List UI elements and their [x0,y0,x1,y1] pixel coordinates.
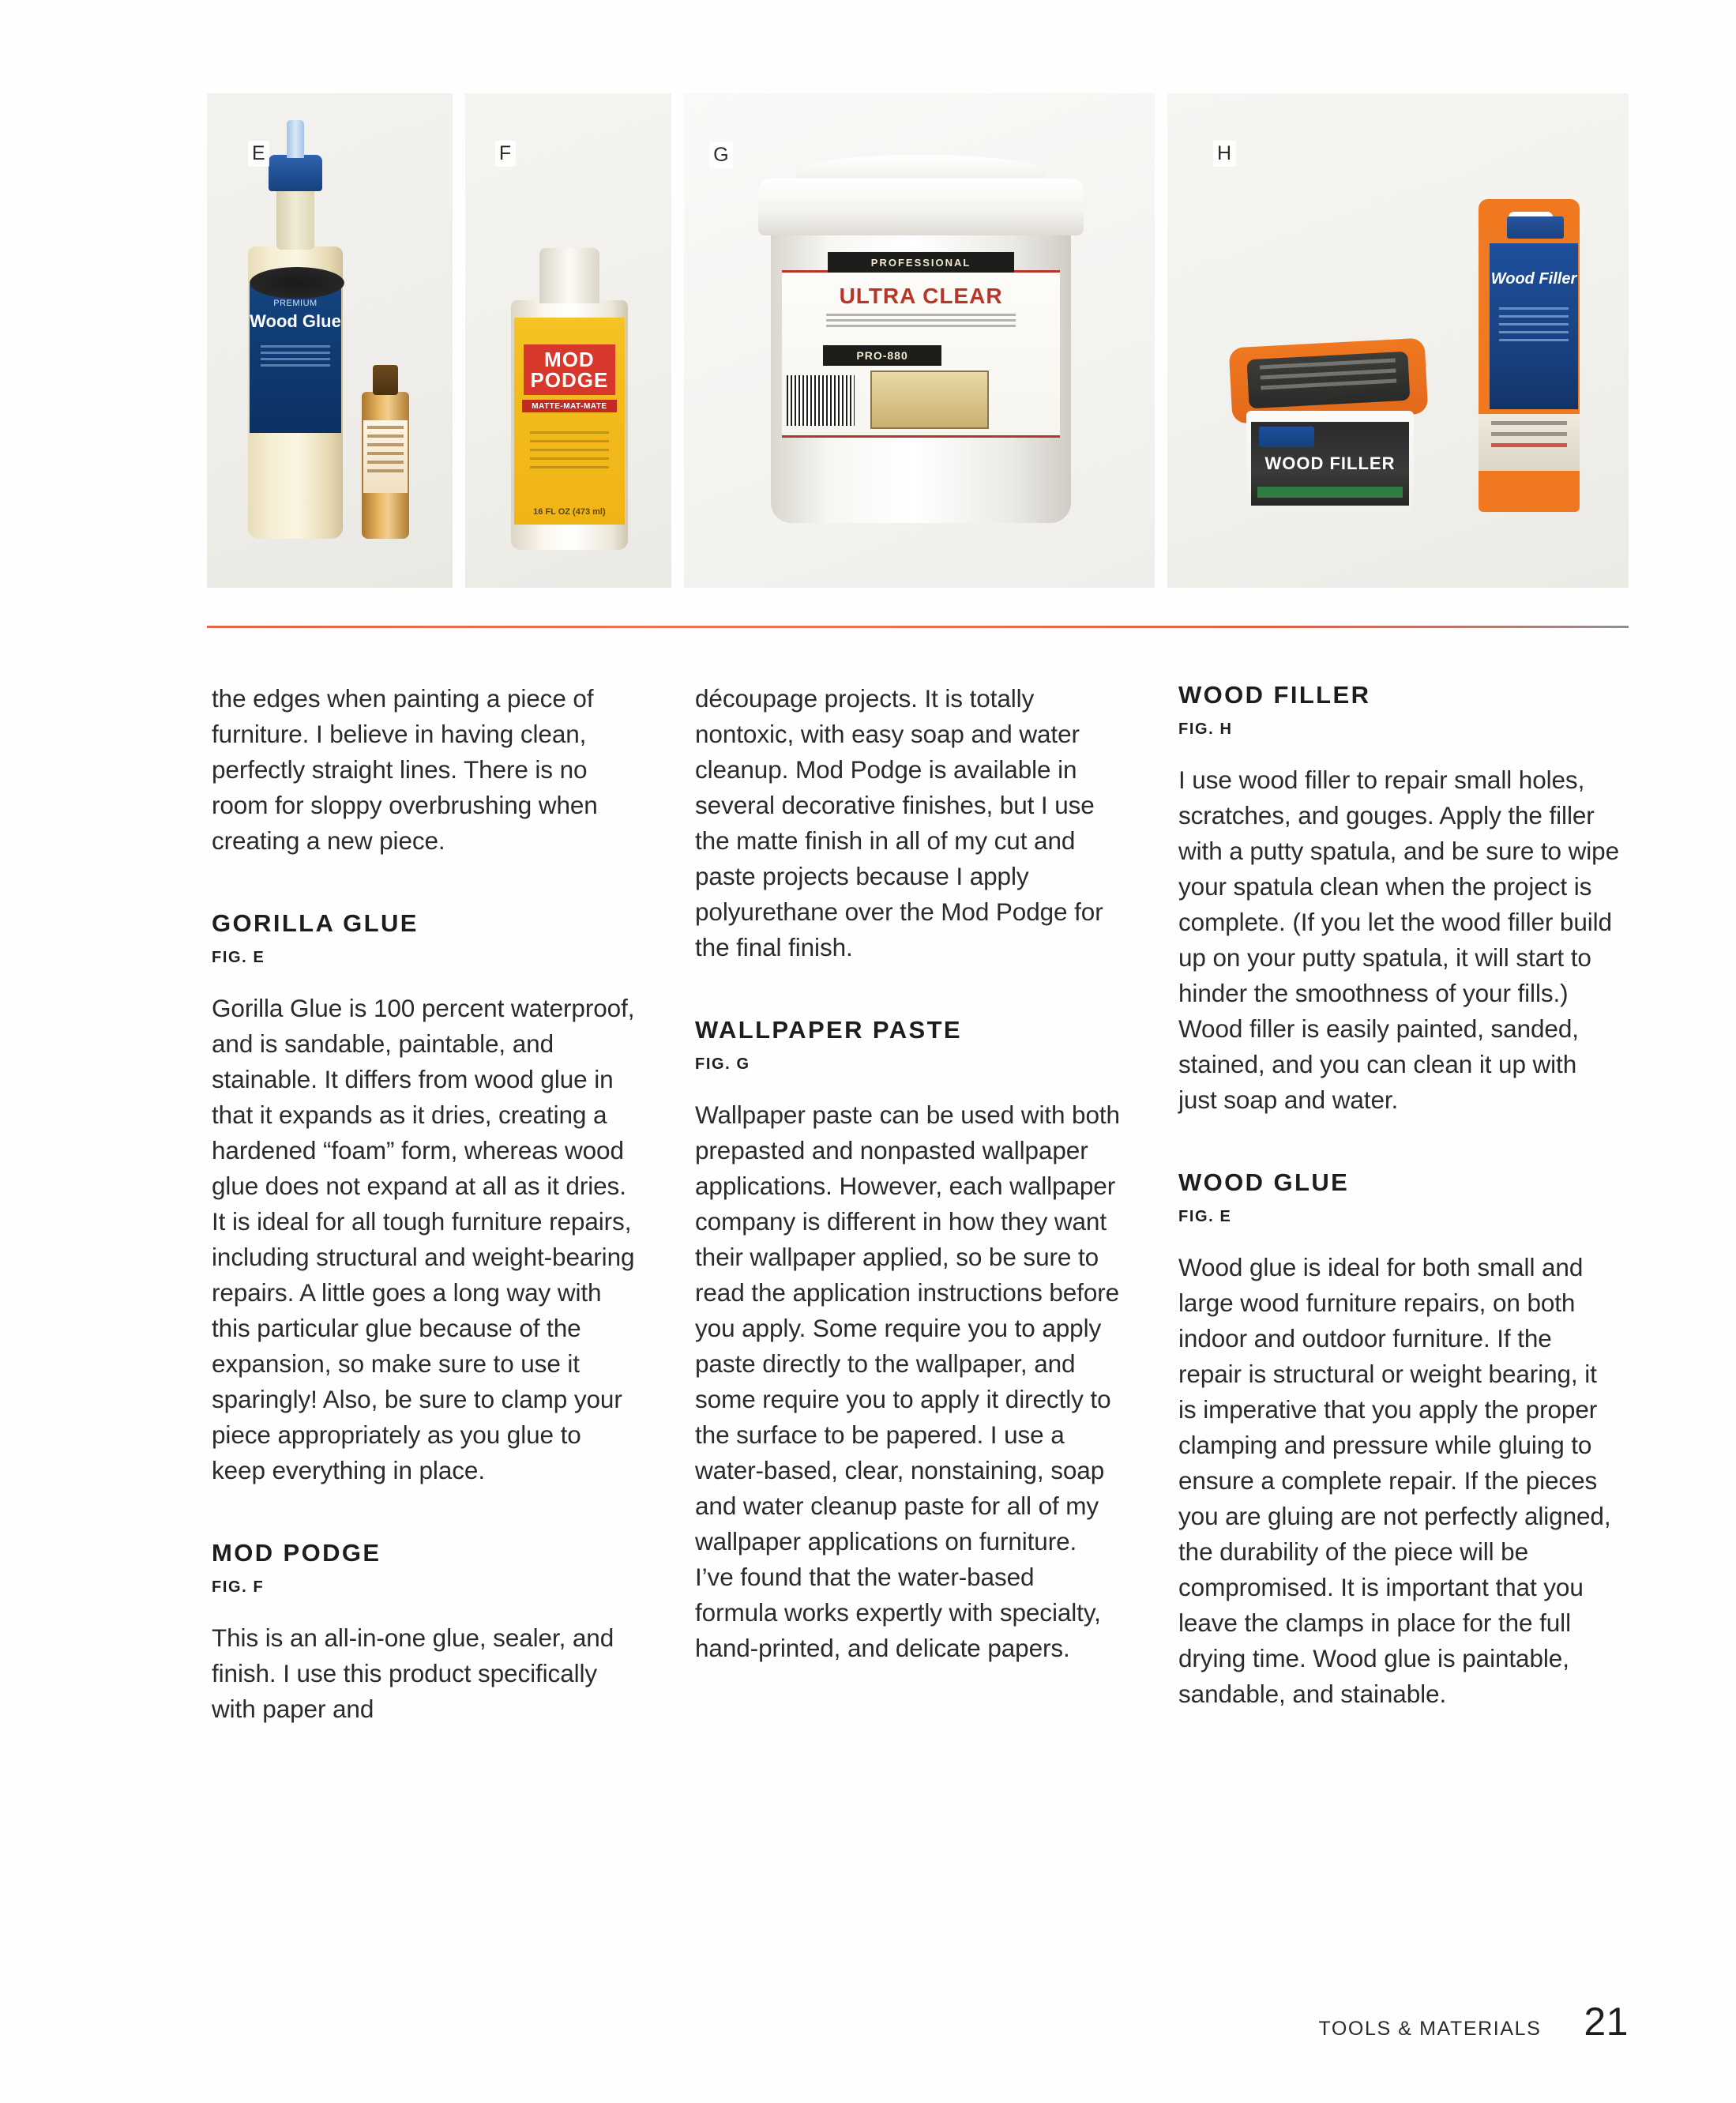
mod-podge-jar-graphic [511,300,628,550]
bottle-neck [276,185,314,250]
section-heading-wood-filler: WOOD FILLER [1178,681,1371,709]
bottle-label [250,284,341,433]
text-column-3 [1178,681,1621,1727]
figure-letter-h: H [1213,141,1236,167]
small-bottle-cap [373,365,398,395]
bottle-label-fineprint [261,341,330,371]
elmers-logo [1259,427,1314,447]
tub-label-title: WOOD FILLER [1264,453,1396,473]
jar-label-line2: PODGE [530,368,609,392]
section-heading-mod-podge: MOD PODGE [212,1539,381,1567]
jar-label-line1: MOD [544,348,595,371]
figure-letter-g: G [709,142,733,168]
bottle-label-product: Wood Glue [250,311,341,331]
figure-photo-strip [207,93,1629,588]
running-head-section: TOOLS & MATERIALS [1318,2018,1542,2040]
figure-photo-g [684,93,1155,588]
article-columns [212,681,1625,1727]
brand-badge [250,267,344,299]
bucket-lid [758,179,1084,235]
barcode [787,375,855,426]
bucket-label-code: PRO-880 [823,345,941,366]
text-column-2 [695,681,1120,1727]
tub-label [1251,422,1409,506]
paragraph: This is an all-in-one glue, sealer, and finish. I use this product specifically with paper and [212,1623,614,1723]
jar-label-title [524,344,615,395]
bottle-tip [287,120,304,158]
tube-label [1490,243,1578,409]
paragraph: découpage projects. It is totally nontoxic, with easy soap and water cleanup. Mod Podge is available in several decorative finishes, but I use the matte finish in all of my cut and paste projects because I apply polyurethane over the Mod Podge for the final finish. [695,684,1103,961]
paragraph: Gorilla Glue is 100 percent waterproof, and is sandable, paintable, and stainable. It differs from wood glue in that it expands as it dries, creating a hardened “foam” form, whereas wood glue does not expand at all as it dries. It is ideal for all tough furniture repairs, including structural and weight-bearing repairs. A little goes a long way with this particular glue because of the expansion, so make sure to use it sparingly! Also, be sure to clamp your piece appropriately as you glue to keep everything in place. [212,994,635,1484]
bucket-label-illustration [870,371,989,429]
figure-reference: FIG. H [1178,720,1233,738]
figure-letter-f: F [495,141,516,167]
titebond-bottle-graphic [248,246,343,539]
paragraph: Wood glue is ideal for both small and large wood furniture repairs, on both indoor and outdoor furniture. If the repair is structural or weight bearing, it is imperative that you apply the proper clamping and pressure while gluing to ensure a complete repair. If the pieces you are gluing are not perfectly aligned, the durability of the piece will be compromised. It is important that you leave the clamps in place for the full drying time. Wood glue is paintable, sandable, and stainable. [1178,1253,1611,1708]
section-heading-wallpaper-paste: WALLPAPER PASTE [695,1016,962,1044]
page-footer [1318,1999,1629,2045]
small-amber-bottle-graphic [362,392,409,539]
bottle-cap [269,155,322,191]
paragraph: the edges when painting a piece of furniture. I believe in having clean, perfectly straight lines. There is no room for sloppy overbrushing when creating a new piece. [212,684,598,855]
figure-photo-h [1167,93,1629,588]
bucket-label [782,256,1060,438]
jar-label-finish: MATTE-MAT-MATE [522,400,617,412]
jar-label-fineprint [530,425,609,475]
figure-reference: FIG. G [695,1055,750,1073]
wallpaper-paste-bucket-graphic [771,223,1071,523]
text-column-1 [212,681,637,1727]
section-divider-rule [207,626,1629,628]
tube-lower-band [1479,414,1580,471]
lid-inner-label [1246,352,1410,409]
small-bottle-label [363,420,408,493]
figure-photo-f [465,93,671,588]
section-heading-wood-glue: WOOD GLUE [1178,1168,1350,1196]
jar-label-size: 16 FL OZ (473 ml) [533,507,606,517]
jar-label [514,318,625,525]
figure-photo-e [207,93,453,588]
tube-label-title: Wood Filler [1490,270,1577,288]
bucket-label-title: ULTRA CLEAR [839,284,1003,308]
figure-reference: FIG. F [212,1578,265,1596]
paragraph: I use wood filler to repair small holes, scratches, and gouges. Apply the filler with a putty spatula, and be sure to wipe your spatula clean when the project is complete. (If you let the wood filler build up on your putty spatula, it will start to hinder the smoothness of your fills.) Wood filler is easily painted, sanded, stained, and you can clean it up with just soap and water. [1178,766,1619,1114]
figure-reference: FIG. E [212,949,265,966]
wood-filler-tub-graphic [1246,411,1414,512]
figure-letter-e: E [248,141,269,167]
tub-label-green-bar [1257,487,1403,498]
elmers-logo-tube [1507,216,1564,239]
page-number: 21 [1584,2000,1629,2044]
figure-reference: FIG. E [1178,1208,1232,1225]
bucket-label-banner: PROFESSIONAL [828,252,1014,273]
section-heading-gorilla-glue: GORILLA GLUE [212,909,419,937]
wood-filler-tube-graphic [1479,199,1580,512]
paragraph: Wallpaper paste can be used with both prepasted and nonpasted wallpaper applications. However, each wallpaper company is different in how they want their wallpaper applied, so be sure to read the application instructions before you apply. Some require you to apply paste directly to the wallpaper, and some require you to apply it directly to the surface to be papered. I use a water-based, clear, nonstaining, soap and water cleanup paste for all of my wallpaper applications on furniture. I’ve found that the water-based formula works expertly with specialty, hand-printed, and delicate papers. [695,1100,1120,1662]
bottle-label-premium: PREMIUM [273,299,318,308]
bucket-label-subtext [790,310,1052,330]
jar-cap [539,248,599,303]
tube-label-fineprint [1499,302,1569,347]
